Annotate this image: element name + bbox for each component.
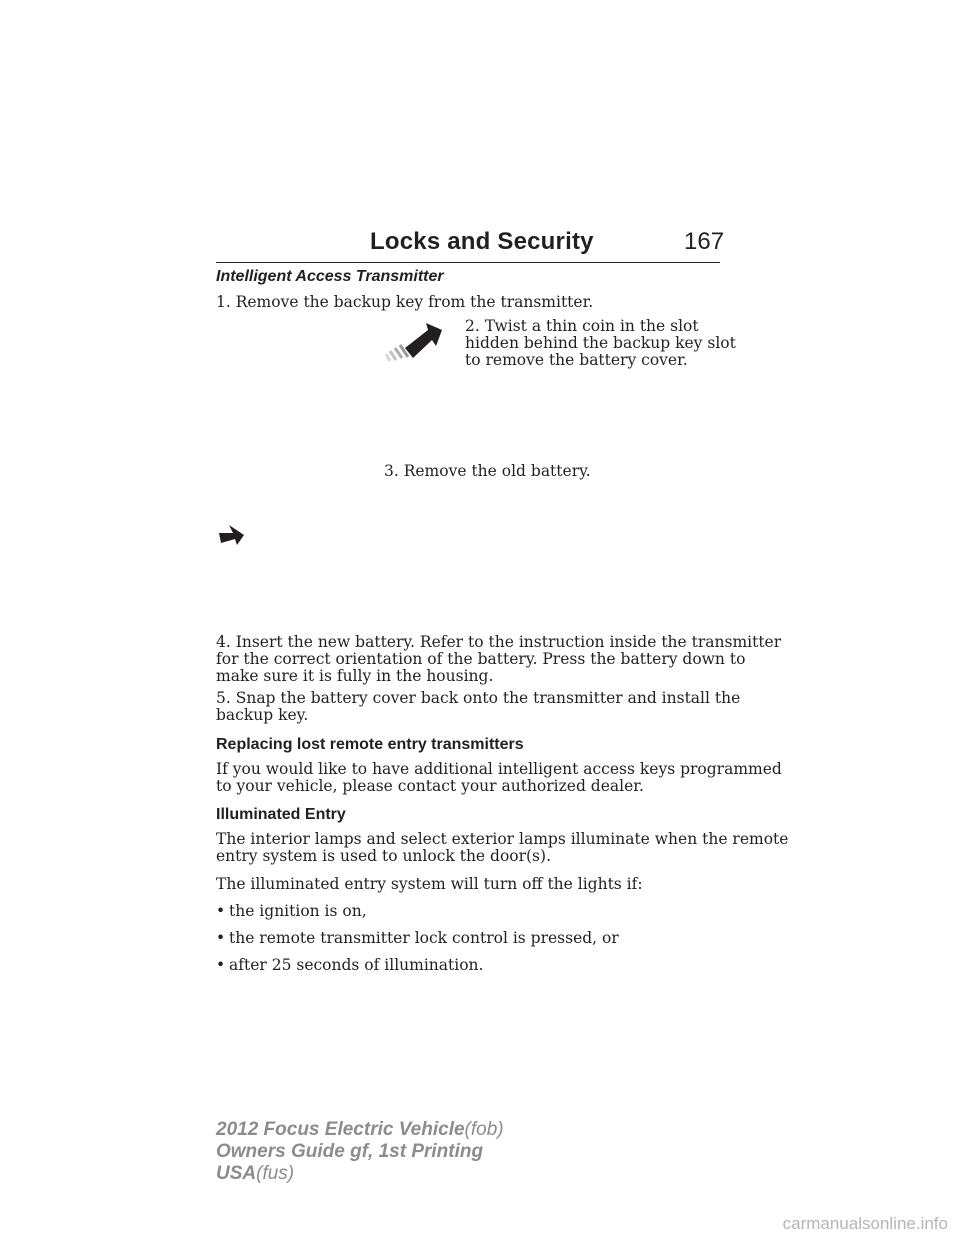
watermark: carmanualsonline.info: [782, 1214, 948, 1233]
section-heading-intelligent-access: Intelligent Access Transmitter: [216, 268, 444, 285]
list-item-text: the ignition is on,: [229, 902, 367, 920]
bullet-icon: •: [216, 956, 226, 974]
footer-fob: (fob): [464, 1119, 504, 1140]
illuminated-text: [216, 831, 788, 865]
list-item: [216, 957, 619, 974]
footer-country: USA: [216, 1163, 257, 1184]
arrow-icon: [216, 521, 246, 547]
replacing-line-1: If you would like to have additional intelligent access keys programmed: [216, 760, 782, 778]
footer-fus: (fus): [256, 1163, 295, 1184]
step-5: [216, 690, 740, 724]
list-item-text: after 25 seconds of illumination.: [229, 956, 484, 974]
footer-line-1: [216, 1119, 504, 1141]
replacing-line-2: to your vehicle, please contact your authorized dealer.: [216, 777, 644, 795]
step-4-line-3: make sure it is fully in the housing.: [216, 667, 494, 685]
step-2-line-2: hidden behind the backup key slot: [465, 334, 736, 352]
step-3: 3. Remove the old battery.: [384, 462, 591, 480]
illuminated-intro: The illuminated entry system will turn off the lights if:: [216, 875, 643, 893]
footer-line-3: [216, 1163, 504, 1185]
step-2-line-1: 2. Twist a thin coin in the slot: [465, 317, 699, 335]
arrow-with-motion-lines-icon: [384, 320, 444, 364]
step-1: 1. Remove the backup key from the transmitter.: [216, 293, 594, 311]
list-item: [216, 930, 619, 947]
page-number: 167: [684, 228, 725, 255]
document-footer: [216, 1119, 504, 1185]
list-item: [216, 903, 619, 920]
section-heading-illuminated-entry: Illuminated Entry: [216, 806, 346, 823]
step-4-line-2: for the correct orientation of the battery. Press the battery down to: [216, 650, 746, 668]
bullet-icon: •: [216, 929, 226, 947]
header-rule: [216, 262, 720, 263]
step-4: [216, 634, 781, 685]
footer-vehicle: 2012 Focus Electric Vehicle: [216, 1119, 465, 1140]
replacing-text: [216, 761, 782, 795]
step-2-line-3: to remove the battery cover.: [465, 351, 688, 369]
bullet-icon: •: [216, 902, 226, 920]
footer-line-2: Owners Guide gf, 1st Printing: [216, 1141, 484, 1162]
step-4-line-1: 4. Insert the new battery. Refer to the instruction inside the transmitter: [216, 633, 782, 651]
step-5-line-2: backup key.: [216, 706, 309, 724]
section-heading-replacing: Replacing lost remote entry transmitters: [216, 736, 524, 753]
step-2: [465, 318, 736, 369]
page-header-title: Locks and Security: [370, 228, 594, 255]
bullet-list: [216, 903, 619, 974]
illuminated-line-1: The interior lamps and select exterior lamps illuminate when the remote: [216, 830, 789, 848]
list-item-text: the remote transmitter lock control is pressed, or: [229, 929, 619, 947]
illuminated-line-2: entry system is used to unlock the door(s).: [216, 847, 551, 865]
step-5-line-1: 5. Snap the battery cover back onto the transmitter and install the: [216, 689, 741, 707]
